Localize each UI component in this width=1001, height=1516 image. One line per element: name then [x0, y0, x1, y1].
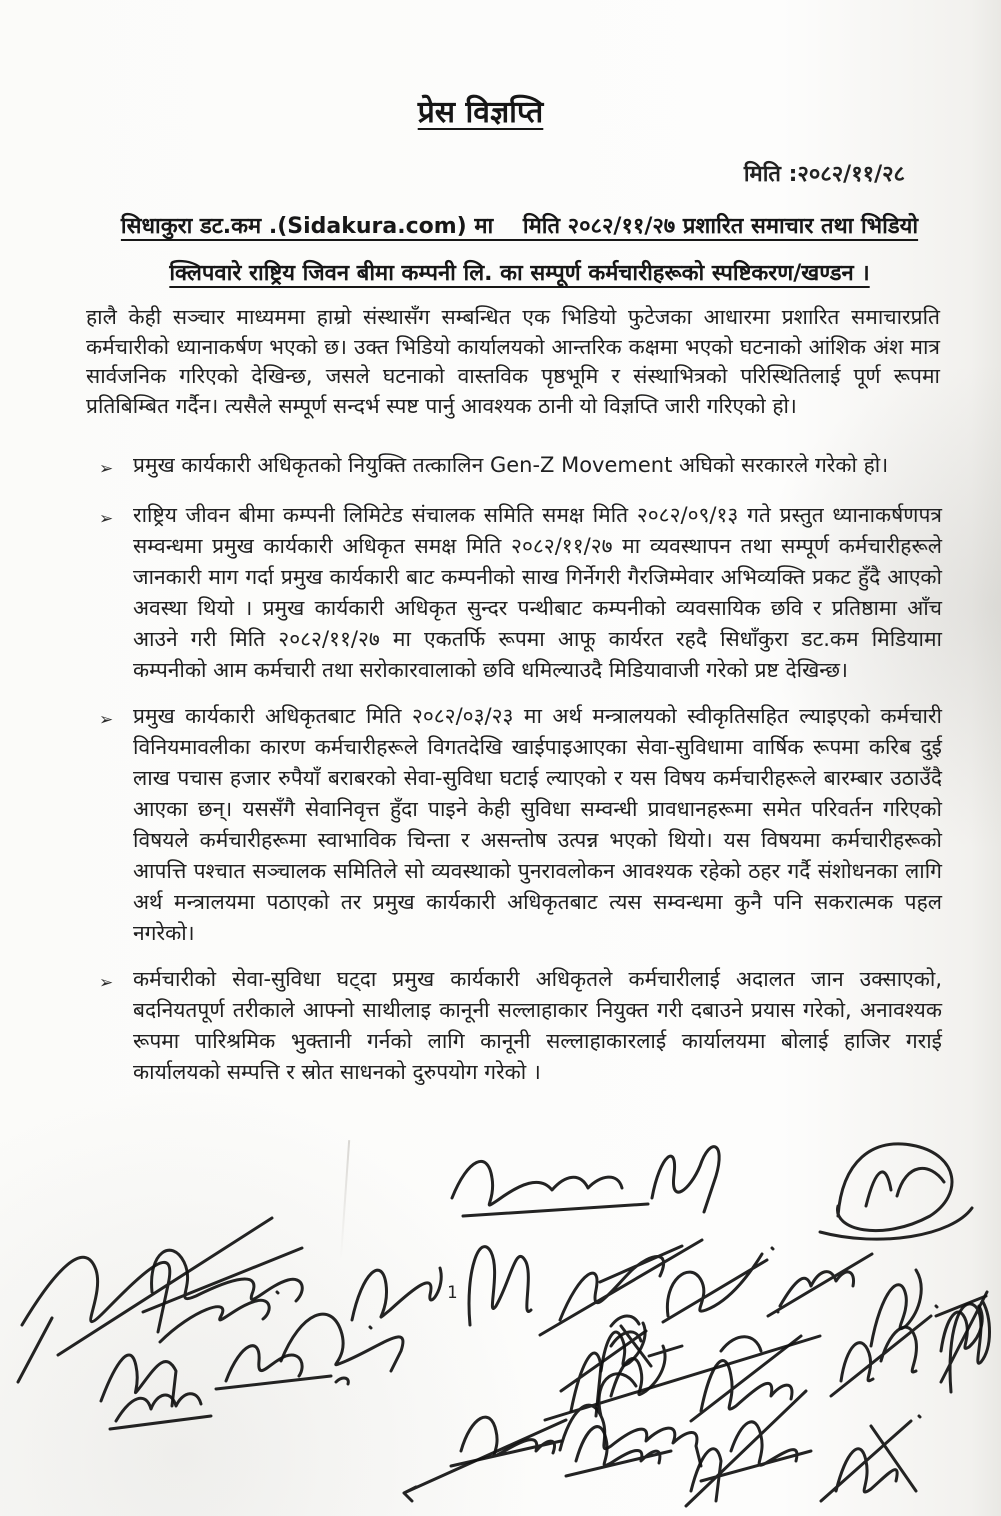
signature-scribble — [821, 1416, 920, 1501]
bullet-text: कर्मचारीको सेवा-सुविधा घट्दा प्रमुख कार्यकारी अधिकृतले कर्मचारीलाई अदालत जान उक्साएको, बदनियतपूर्ण तरीकाले आफ्नो साथीलाइ कानूनी सल्लाहाकार नियुक्त गरी दबाउने प्रयास गरेको, अनावश्यक रूपमा पारिश्रमिक भुक्तानी गर्नको लागि कानूनी सल्लाहाकारलाई कार्यालयमा बोलाई हाजिर गराई कार्यालयको सम्पत्ति र स्रोत साधनको दुरुपयोग गरेको । — [133, 967, 942, 1084]
signature-scribble — [451, 1417, 561, 1466]
signature-scribble — [469, 1247, 531, 1325]
intro-paragraph: हालै केही सञ्चार माध्यममा हाम्रो संस्थासँग सम्बन्धित एक भिडियो फुटेजका आधारमा प्रशारित समाचारप्रति कर्मचारीको ध्यानाकर्षण भएको छ। उक्त भिडियो कार्यालयको आन्तरिक कक्षमा भएको घटनाको आंशिक अंश मात्र सार्वजनिक गरिएको देखिन्छ, जसले घटनाको वास्तविक पृष्ठभूमि र संस्थाभित्रको परिस्थितिलाई पूर्ण रूपमा प्रतिबिम्बित गर्दैन। त्यसैले सम्पूर्ण सन्दर्भ स्पष्ट पार्नु आवश्यक ठानी यो विज्ञप्ति जारी गरिएको हो। — [86, 305, 940, 418]
signature-scribble — [820, 1144, 972, 1239]
signature-scribble — [452, 1161, 648, 1216]
signature-scribble — [216, 1346, 348, 1389]
bullet-text: प्रमुख कार्यकारी अधिकृतबाट मिति २०८२/०३/२३ मा अर्थ मन्त्रालयको स्वीकृतिसहित ल्याइएको कर्मचारी विनियमावलीका कारण कर्मचारीहरूले विगतदेखि खाईपाइआएका सेवा-सुविधामा वार्षिक रूपमा करिब दुई लाख पचास हजार रुपैयाँ बराबरको सेवा-सुविधा घटाई ल्याएको र यस विषय कर्मचारीहरूले बारम्बार उठाउँदै आएका छन्। यससँगै सेवानिवृत्त हुँदा पाइने केही सुविधा सम्वन्धी प्रावधानहरूमा समेत परिवर्तन गरिएको विषयले कर्मचारीहरूमा स्वाभाविक चिन्ता र असन्तोष उत्पन्न भएको थियो। यस विषयमा कर्मचारीहरूको आपत्ति पश्चात सञ्चालक समितिले सो व्यवस्थाको पुनरावलोकन आवश्यक रहेको ठहर गर्दै संशोधनका लागि अर्थ मन्त्रालयमा पठाएको तर प्रमुख कार्यकारी अधिकृतबाट त्यस सम्वन्धमा कुनै पनि सकरात्मक पहल नगरेको। — [133, 704, 942, 945]
signature-scribble — [831, 1306, 937, 1396]
bullet-item — [99, 701, 942, 949]
signature-scribble — [663, 1248, 773, 1322]
bullet-list — [99, 450, 942, 1103]
signature-scribble — [143, 1248, 302, 1312]
signature-scribble — [352, 1268, 441, 1328]
bullet-item — [99, 450, 942, 485]
page-number: 1 — [447, 1283, 458, 1303]
signature-scribble — [652, 1147, 719, 1212]
heading-line-1: सिधाकुरा डट.कम .(Sidakura.com) मा मिति २०८२/११/२७ प्रशारित समाचार तथा भिडियो — [120, 214, 919, 239]
signature-area — [0, 1120, 1001, 1516]
signature-scribble — [540, 1240, 702, 1335]
arrow-bullet-icon: ➢ — [99, 710, 114, 730]
date-line: मिति :२०८२/११/२८ — [743, 162, 905, 187]
heading-line-2: क्लिपवारे राष्ट्रिय जिवन बीमा कम्पनी लि. का सम्पूर्ण कर्मचारीहरूको स्पष्टिकरण/खण्डन । — [169, 261, 870, 286]
signature-scribble — [110, 1394, 211, 1429]
bullet-item — [99, 500, 942, 686]
bullet-text: प्रमुख कार्यकारी अधिकृतको नियुक्ति तत्कालिन Gen-Z Movement अघिको सरकारले गरेको हो। — [133, 453, 889, 477]
signature-scribble — [18, 1218, 272, 1382]
arrow-bullet-icon: ➢ — [99, 973, 114, 993]
bullet-text: राष्ट्रिय जीवन बीमा कम्पनी लिमिटेड संचालक समिति समक्ष मिति २०८२/०९/१३ गते प्रस्तुत ध्यानाकर्षणपत्र सम्वन्धमा प्रमुख कार्यकारी अधिकृत समक्ष मिति २०८२/११/२७ मा व्यवस्थापन तथा सम्पूर्ण कर्मचारीहरूले जानकारी माग गर्दा प्रमुख कार्यकारी बाट कम्पनीको साख गिर्नेगरी गैरजिम्मेवार अभिव्यक्ति प्रकट हुँदै आएको अवस्था थियो । प्रमुख कार्यकारी अधिकृत सुन्दर पन्थीबाट कम्पनीको व्यवसायिक छवि र प्रतिष्ठामा आँच आउने गरी मिति २०८२/११/२७ मा एकतर्फि रूपमा आफू कार्यरत रहदै सिधाँकुरा डट.कम मिडियामा कम्पनीको आम कर्मचारी तथा सरोकारवालाको छवि धमिल्याउदै मिडियावाजी गरेको प्रष्ट देखिन्छ। — [133, 503, 942, 682]
signature-scribble — [404, 1336, 820, 1501]
arrow-bullet-icon: ➢ — [99, 509, 114, 529]
page-title: प्रेस विज्ञप्ति — [417, 95, 544, 130]
bullet-item — [99, 964, 942, 1088]
signature-scribble — [768, 1254, 872, 1316]
signature-scribble — [691, 1336, 801, 1421]
signature-scribble — [281, 1314, 403, 1371]
signature-scribble — [686, 1391, 811, 1506]
arrow-bullet-icon: ➢ — [99, 459, 114, 479]
subject-heading — [96, 203, 943, 297]
